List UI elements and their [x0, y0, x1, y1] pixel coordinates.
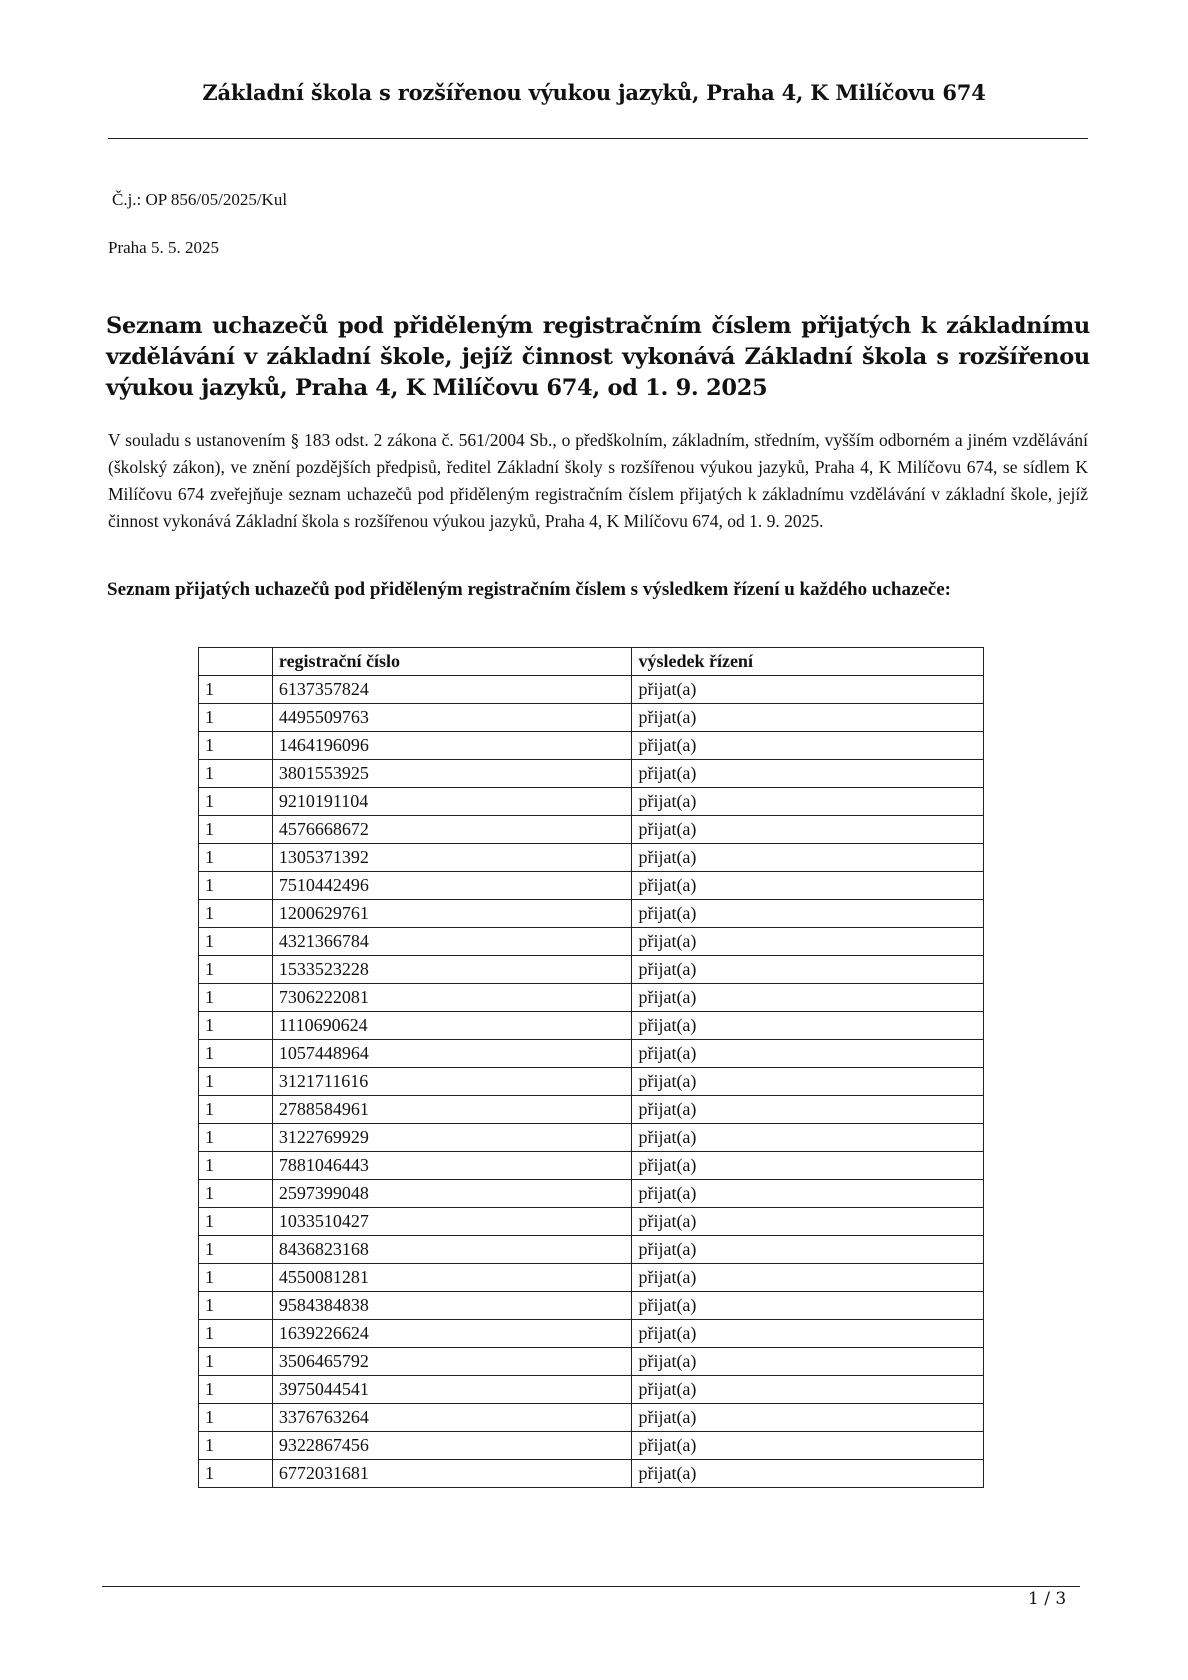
result-cell: přijat(a) — [632, 704, 984, 732]
table-row — [199, 704, 984, 732]
table-row — [199, 760, 984, 788]
result-cell: přijat(a) — [632, 900, 984, 928]
list-subtitle: Seznam přijatých uchazečů pod přiděleným registračním číslem s výsledkem řízení u každého uchazeče: — [107, 579, 951, 600]
result-cell: přijat(a) — [632, 1124, 984, 1152]
registration-number-cell: 2597399048 — [272, 1180, 632, 1208]
table-row — [199, 900, 984, 928]
registration-number-cell: 3801553925 — [272, 760, 632, 788]
result-cell: přijat(a) — [632, 816, 984, 844]
row-index-cell: 1 — [199, 1376, 273, 1404]
registration-number-cell: 1305371392 — [272, 844, 632, 872]
registration-number-cell: 7306222081 — [272, 984, 632, 1012]
registration-number-cell: 1639226624 — [272, 1320, 632, 1348]
registration-number-cell: 1057448964 — [272, 1040, 632, 1068]
table-row — [199, 1376, 984, 1404]
result-cell: přijat(a) — [632, 676, 984, 704]
table-row — [199, 1320, 984, 1348]
registration-number-cell: 3122769929 — [272, 1124, 632, 1152]
table-row — [199, 1404, 984, 1432]
registration-number-cell: 6772031681 — [272, 1460, 632, 1488]
row-index-cell: 1 — [199, 760, 273, 788]
table-row — [199, 956, 984, 984]
table-header-index — [199, 648, 273, 676]
row-index-cell: 1 — [199, 900, 273, 928]
table-row — [199, 1236, 984, 1264]
row-index-cell: 1 — [199, 1012, 273, 1040]
registration-number-cell: 9584384838 — [272, 1292, 632, 1320]
row-index-cell: 1 — [199, 928, 273, 956]
page-number: 1 / 3 — [1028, 1589, 1067, 1609]
table-header-row — [199, 648, 984, 676]
table-row — [199, 1264, 984, 1292]
table-row — [199, 844, 984, 872]
row-index-cell: 1 — [199, 1460, 273, 1488]
row-index-cell: 1 — [199, 984, 273, 1012]
result-cell: přijat(a) — [632, 1292, 984, 1320]
row-index-cell: 1 — [199, 1124, 273, 1152]
result-cell: přijat(a) — [632, 984, 984, 1012]
table-row — [199, 984, 984, 1012]
registration-number-cell: 4576668672 — [272, 816, 632, 844]
row-index-cell: 1 — [199, 1096, 273, 1124]
table-row — [199, 816, 984, 844]
row-index-cell: 1 — [199, 1040, 273, 1068]
result-cell: přijat(a) — [632, 788, 984, 816]
result-cell: přijat(a) — [632, 1068, 984, 1096]
registration-number-cell: 8436823168 — [272, 1236, 632, 1264]
row-index-cell: 1 — [199, 676, 273, 704]
result-cell: přijat(a) — [632, 1180, 984, 1208]
row-index-cell: 1 — [199, 816, 273, 844]
table-header-registration-number: registrační číslo — [272, 648, 632, 676]
registration-number-cell: 9322867456 — [272, 1432, 632, 1460]
result-cell: přijat(a) — [632, 844, 984, 872]
table-row — [199, 1124, 984, 1152]
table-row — [199, 676, 984, 704]
result-cell: přijat(a) — [632, 1376, 984, 1404]
row-index-cell: 1 — [199, 1264, 273, 1292]
row-index-cell: 1 — [199, 1404, 273, 1432]
table-row — [199, 1292, 984, 1320]
table-row — [199, 1432, 984, 1460]
result-cell: přijat(a) — [632, 732, 984, 760]
document-title: Seznam uchazečů pod přiděleným registračním číslem přijatých k základnímu vzdělávání v základní škole, jejíž činnost vykonává Základní škola s rozšířenou výukou jazyků, Praha 4, K Milíčovu 674, od 1. 9. 2025 — [106, 313, 1090, 401]
registration-number-cell: 6137357824 — [272, 676, 632, 704]
table-row — [199, 1040, 984, 1068]
reference-number: Č.j.: OP 856/05/2025/Kul — [112, 190, 288, 209]
footer-divider — [102, 1586, 1080, 1587]
result-cell: přijat(a) — [632, 1404, 984, 1432]
registration-number-cell: 7881046443 — [272, 1152, 632, 1180]
header-divider — [108, 138, 1088, 139]
row-index-cell: 1 — [199, 1152, 273, 1180]
table-row — [199, 1012, 984, 1040]
result-cell: přijat(a) — [632, 1460, 984, 1488]
registration-number-cell: 3506465792 — [272, 1348, 632, 1376]
table-row — [199, 872, 984, 900]
intro-paragraph: V souladu s ustanovením § 183 odst. 2 zákona č. 561/2004 Sb., o předškolním, základním, středním, vyšším odborném a jiném vzdělávání (školský zákon), ve znění pozdějších předpisů, ředitel Základní školy s rozšířenou výukou jazyků, Praha 4, K Milíčovu 674, se sídlem K Milíčovu 674 zveřejňuje seznam uchazečů pod přiděleným registračním číslem přijatých k základnímu vzdělávání v základní škole, jejíž činnost vykonává Základní škola s rozšířenou výukou jazyků, Praha 4, K Milíčovu 674, od 1. 9. 2025. — [108, 430, 1088, 531]
result-cell: přijat(a) — [632, 872, 984, 900]
registration-number-cell: 4550081281 — [272, 1264, 632, 1292]
registration-number-cell: 1200629761 — [272, 900, 632, 928]
registration-number-cell: 1464196096 — [272, 732, 632, 760]
table-row — [199, 1348, 984, 1376]
row-index-cell: 1 — [199, 1180, 273, 1208]
table-row — [199, 1096, 984, 1124]
result-cell: přijat(a) — [632, 928, 984, 956]
result-cell: přijat(a) — [632, 1096, 984, 1124]
registration-number-cell: 3975044541 — [272, 1376, 632, 1404]
result-cell: přijat(a) — [632, 1152, 984, 1180]
table-row — [199, 1152, 984, 1180]
admission-results-table — [198, 647, 984, 1488]
row-index-cell: 1 — [199, 1292, 273, 1320]
table-row — [199, 788, 984, 816]
registration-number-cell: 2788584961 — [272, 1096, 632, 1124]
table-row — [199, 1460, 984, 1488]
result-cell: přijat(a) — [632, 1208, 984, 1236]
row-index-cell: 1 — [199, 844, 273, 872]
registration-number-cell: 4321366784 — [272, 928, 632, 956]
row-index-cell: 1 — [199, 704, 273, 732]
result-cell: přijat(a) — [632, 1432, 984, 1460]
row-index-cell: 1 — [199, 872, 273, 900]
registration-number-cell: 4495509763 — [272, 704, 632, 732]
document-date: Praha 5. 5. 2025 — [108, 238, 219, 257]
result-cell: přijat(a) — [632, 1012, 984, 1040]
school-header-title: Základní škola s rozšířenou výukou jazyků, Praha 4, K Milíčovu 674 — [202, 80, 986, 105]
table-row — [199, 1208, 984, 1236]
result-cell: přijat(a) — [632, 1320, 984, 1348]
table-row — [199, 928, 984, 956]
row-index-cell: 1 — [199, 732, 273, 760]
result-cell: přijat(a) — [632, 760, 984, 788]
registration-number-cell: 7510442496 — [272, 872, 632, 900]
registration-number-cell: 1110690624 — [272, 1012, 632, 1040]
row-index-cell: 1 — [199, 1348, 273, 1376]
result-cell: přijat(a) — [632, 1264, 984, 1292]
registration-number-cell: 1033510427 — [272, 1208, 632, 1236]
registration-number-cell: 3121711616 — [272, 1068, 632, 1096]
table-header-result: výsledek řízení — [632, 648, 984, 676]
table-row — [199, 1068, 984, 1096]
row-index-cell: 1 — [199, 1068, 273, 1096]
result-cell: přijat(a) — [632, 956, 984, 984]
row-index-cell: 1 — [199, 1208, 273, 1236]
result-cell: přijat(a) — [632, 1236, 984, 1264]
row-index-cell: 1 — [199, 1320, 273, 1348]
result-cell: přijat(a) — [632, 1348, 984, 1376]
table-row — [199, 732, 984, 760]
row-index-cell: 1 — [199, 1236, 273, 1264]
row-index-cell: 1 — [199, 788, 273, 816]
row-index-cell: 1 — [199, 1432, 273, 1460]
registration-number-cell: 1533523228 — [272, 956, 632, 984]
result-cell: přijat(a) — [632, 1040, 984, 1068]
registration-number-cell: 3376763264 — [272, 1404, 632, 1432]
registration-number-cell: 9210191104 — [272, 788, 632, 816]
row-index-cell: 1 — [199, 956, 273, 984]
table-row — [199, 1180, 984, 1208]
